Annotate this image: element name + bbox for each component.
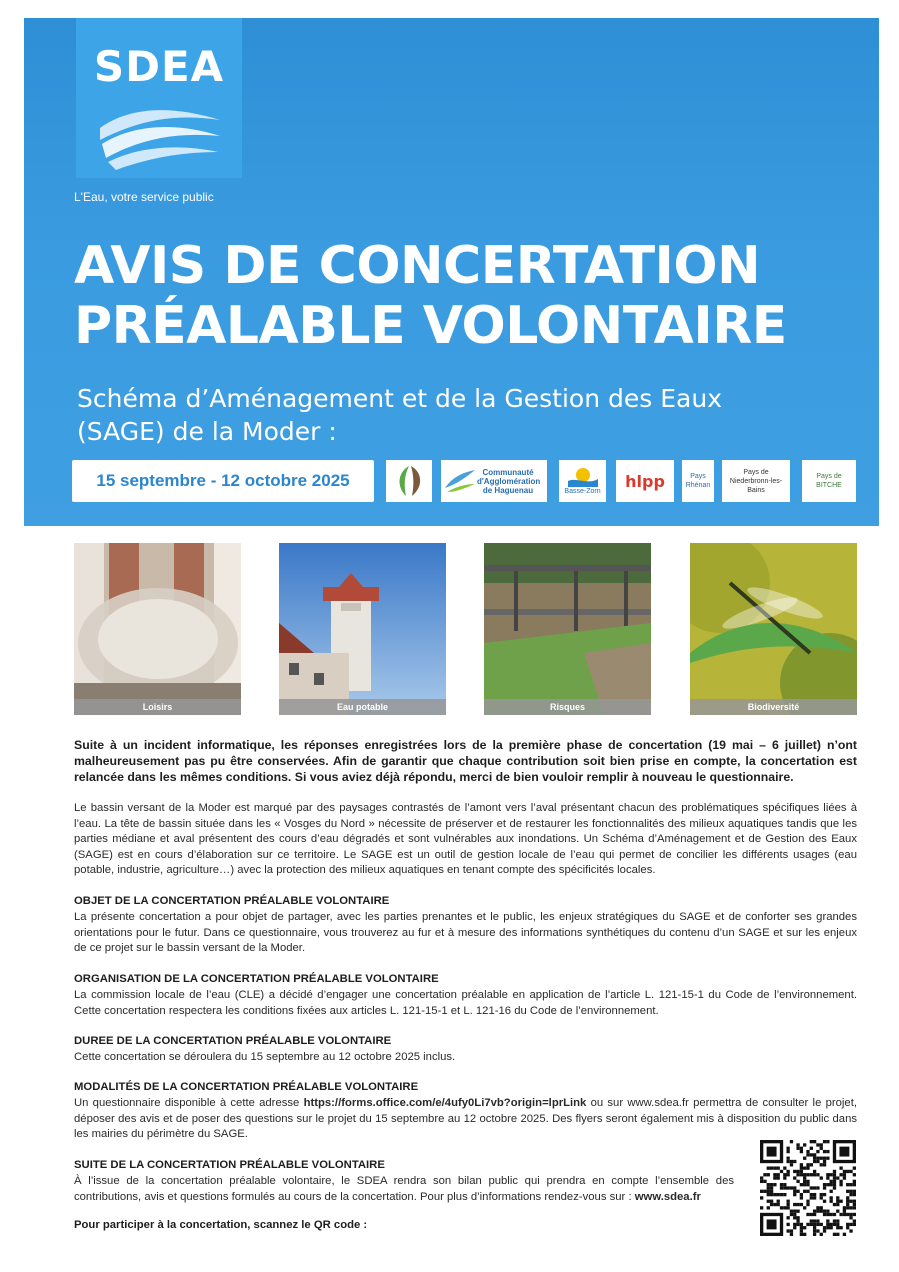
title-line-2: PRÉALABLE VOLONTAIRE [74,296,787,356]
partner-logo-niederbronn [722,460,790,502]
partner-label: Basse-Zorn [564,487,601,495]
partner-logo-bitche [802,460,856,502]
photo-caption: Eau potable [279,699,446,715]
partner-label: hlpp [625,471,665,491]
photo-eau-potable [279,543,446,715]
section-heading-modalites: MODALITÉS DE LA CONCERTATION PRÉALABLE VOLONTAIRE [74,1081,419,1093]
haguenau-swoosh-icon [443,466,477,496]
water-tower-image [279,543,446,715]
partner-logo-leaf [386,460,432,502]
section-text-duree: Cette concertation se déroulera du 15 septembre au 12 octobre 2025 inclus. [74,1051,456,1063]
section-heading-duree: DUREE DE LA CONCERTATION PRÉALABLE VOLONTAIRE [74,1035,392,1047]
text: ou sur www.sdea.fr permettra de consulter le projet, déposer des avis et de poser des questions sur le projet du 15 septembre au 12 octobre 2025. Des flyers seront également mis à disposition du public dans les mairies du périmètre du SAGE. [74,1097,857,1140]
photo-biodiversite [690,543,857,715]
subtitle-line-2: (SAGE) de la Moder : [77,417,337,446]
section-text-organisation: La commission locale de l’eau (CLE) a décidé d’engager une concertation préalable en application de l’article L. 121-15-1 du Code de l’environnement. Cette concertation respectera les conditions fixées aux articles L. 121-15-1 et L. 121-16 du Code de l’environnement. [74,989,857,1017]
page-subtitle [77,382,722,448]
partner-label: Communauté d'Agglomération de Haguenau [477,467,541,495]
partner-logo-haguenau [441,460,547,502]
partner-label: Pays de BITCHE [816,473,842,489]
basse-zorn-icon [568,467,598,487]
photo-caption: Biodiversité [690,699,857,715]
section-text-suite [74,1174,734,1205]
tagline: L'Eau, votre service public [74,190,214,204]
intro-notice: Suite à un incident informatique, les réponses enregistrées lors de la première phase de concertation (19 mai – 6 juillet) n’ont malheureusement pas pu être conservées. Afin de garantir que chaque contribution soit bien prise en compte, la concertation est relancée dans les mêmes conditions. Si vous aviez déjà répondu, merci de bien vouloir remplir à nouveau le questionnaire. [74,738,857,784]
photo-loisirs [74,543,241,715]
qr-code[interactable] [760,1140,856,1236]
dragonfly-image [690,543,857,715]
section-heading-organisation: ORGANISATION DE LA CONCERTATION PRÉALABLE VOLONTAIRE [74,973,439,985]
partner-logo-basse-zorn [559,460,606,502]
partner-logo-pays-rhenan [682,460,714,502]
logo-text: SDEA [93,42,225,91]
context-paragraph: Le bassin versant de la Moder est marqué par des paysages contrastés de l’amont vers l’aval présentant chacun des problématiques spécifiques liées à l’eau. La tête de bassin située dans les « Vosges du Nord » nécessite de préserver et de restaurer les fonctionnalités des milieux aquatiques tandis que les parties médiane et aval présentent des cours d’eau dégradés et sont vulnérables aux inondations. Un Schéma d’Aménagement et de Gestion des Eaux (SAGE) est en cours d’élaboration sur ce territoire. Le SAGE est un outil de gestion locale de l’eau qui permet de concilier les différents usages (eau potable, industrie, agriculture…) avec la protection des milieux aquatiques en tenant compte des spécificités locales. [74,802,857,876]
flooded-dam-image [484,543,651,715]
section-text-objet: La présente concertation a pour objet de partager, avec les parties prenantes et le public, les enjeux stratégiques du SAGE et de conforter ses grandes orientations pour le futur. Dans ce questionnaire, vous trouverez au fur et à mesure des informations synthétiques du contenu d’un SAGE et sur les enjeux de ce projet sur le bassin versant de la Moder. [74,911,857,954]
sdea-logo [76,18,242,178]
partner-logo-hlpp [616,460,674,502]
photo-risques [484,543,651,715]
text: À l’issue de la concertation préalable volontaire, le SDEA rendra son bilan public qui prendra en compte l’ensemble des contributions, avis et questions formulés au cours de la concertation. Pour plus d’informations rendez-vous sur : [74,1175,734,1203]
partner-label: Pays Rhénan [685,473,711,489]
photo-caption: Risques [484,699,651,715]
subtitle-line-1: Schéma d’Aménagement et de la Gestion des Eaux [77,384,722,413]
text: Un questionnaire disponible à cette adresse [74,1097,304,1109]
fountain-image [74,543,241,715]
dates-badge: 15 septembre - 12 octobre 2025 [72,460,374,502]
leaf-icon [390,462,428,500]
photo-strip [74,543,856,715]
partner-label: Pays de Niederbronn-les-Bains [729,468,783,494]
water-waves-icon [98,100,222,170]
section-heading-suite: SUITE DE LA CONCERTATION PRÉALABLE VOLONTAIRE [74,1159,385,1171]
header-banner [24,18,879,526]
title-line-1: AVIS DE CONCERTATION [74,236,761,296]
questionnaire-link[interactable]: https://forms.office.com/e/4ufy0Li7vb?origin=lprLink [303,1097,587,1109]
qr-label: Pour participer à la concertation, scannez le QR code : [74,1219,368,1231]
section-heading-objet: OBJET DE LA CONCERTATION PRÉALABLE VOLONTAIRE [74,895,390,907]
section-text-modalites [74,1096,857,1143]
page-title [74,236,787,356]
sdea-website-link[interactable]: www.sdea.fr [634,1190,701,1203]
photo-caption: Loisirs [74,699,241,715]
